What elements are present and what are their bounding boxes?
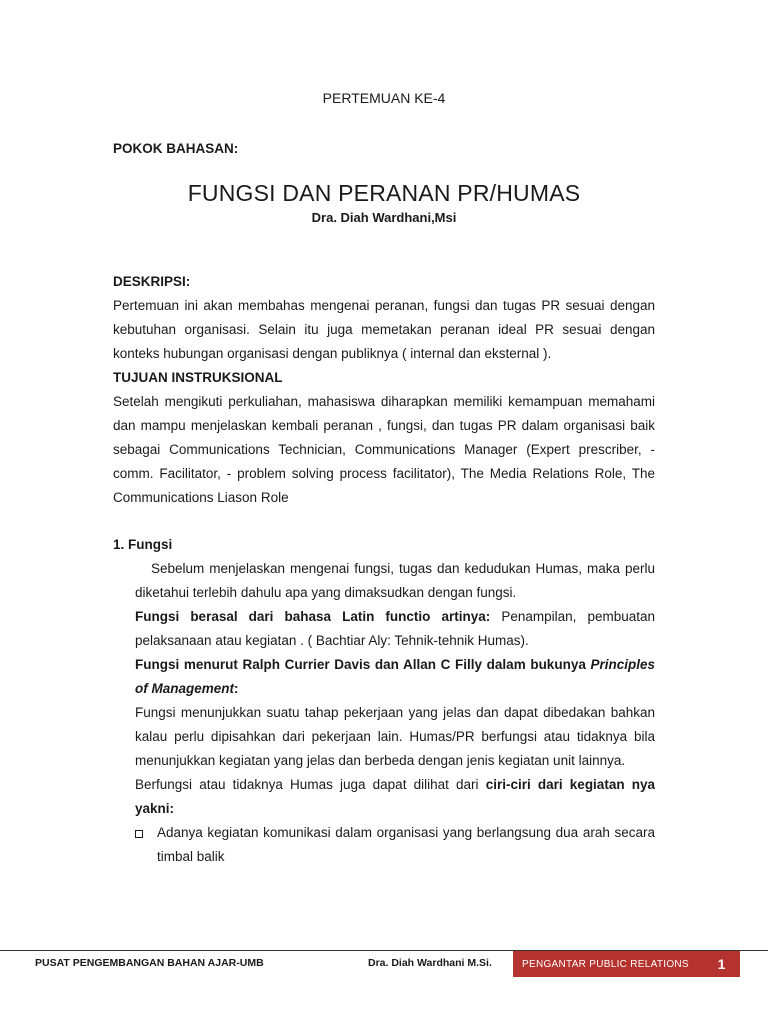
fungsi-book-title: Principles of Management [135, 657, 655, 696]
deskripsi-heading: DESKRIPSI: [113, 274, 191, 289]
fungsi-latin-paragraph [135, 605, 655, 653]
list-item [135, 821, 655, 869]
fungsi-definition: Fungsi menunjukkan suatu tahap pekerjaan yang jelas dan dapat dibedakan bahkan kalau perlu dipisahkan dari pekerjaan lain. Humas/PR berfungsi atau tidaknya bila menunjukkan kegiatan yang jelas dan berbeda dengan jenis kegiatan unit lainnya. [135, 705, 655, 768]
document-title: FUNGSI DAN PERANAN PR/HUMAS [187, 180, 581, 206]
deskripsi-section [113, 270, 655, 510]
fungsi-section [135, 557, 655, 821]
fungsi-davis-colon: : [234, 681, 239, 696]
fungsi-intro: Sebelum menjelaskan mengenai fungsi, tugas dan kedudukan Humas, maka perlu diketahui terlebih dahulu apa yang dimaksudkan dengan fungsi. [135, 561, 655, 600]
footer-institution: PUSAT PENGEMBANGAN BAHAN AJAR-UMB [35, 957, 264, 969]
fungsi-ciri-bold: ciri-ciri dari kegiatan nya yakni: [135, 777, 655, 816]
tujuan-heading: TUJUAN INSTRUKSIONAL [113, 370, 283, 385]
meeting-heading: PERTEMUAN KE-4 [322, 90, 446, 106]
fungsi-ciri-prefix: Berfungsi atau tidaknya Humas juga dapat dilihat dari [135, 777, 486, 792]
fungsi-latin-rest: Penampilan, pembuatan pelaksanaan atau kegiatan . ( Bachtiar Aly: Tehnik-tehnik Humas). [135, 609, 655, 648]
footer-author: Dra. Diah Wardhani M.Si. [368, 957, 492, 969]
pokok-bahasan-label: POKOK BAHASAN: [113, 141, 239, 156]
fungsi-heading: 1. Fungsi [113, 537, 173, 552]
fungsi-heading-wrap [113, 533, 655, 557]
deskripsi-body: Pertemuan ini akan membahas mengenai peranan, fungsi dan tugas PR sesuai dengan kebutuhan organisasi. Selain itu juga memetakan peranan ideal PR sesuai dengan konteks hubungan organisasi dengan publiknya ( internal dan eksternal ). [113, 298, 655, 361]
square-bullet-icon [135, 830, 143, 838]
list-item-text: Adanya kegiatan komunikasi dalam organisasi yang berlangsung dua arah secara timbal balik [157, 825, 655, 864]
author-name: Dra. Diah Wardhani,Msi [311, 210, 457, 225]
fungsi-davis-paragraph [135, 653, 655, 701]
page-number: 1 [703, 951, 740, 977]
footer-course-label: PENGANTAR PUBLIC RELATIONS [513, 951, 703, 977]
fungsi-davis-bold: Fungsi menurut Ralph Currier Davis dan Allan C Filly dalam bukunya [135, 657, 591, 672]
tujuan-body: Setelah mengikuti perkuliahan, mahasiswa diharapkan memiliki kemampuan memahami dan mampu menjelaskan kembali peranan , fungsi, dan tugas PR dalam organisasi baik sebagai Communications Technician, Communications Manager (Expert prescriber, - comm. Facilitator, - problem solving process facilitator), The Media Relations Role, The Communications Liason Role [113, 394, 655, 505]
fungsi-latin-bold: Fungsi berasal dari bahasa Latin functio artinya: [135, 609, 491, 624]
fungsi-ciri-paragraph [135, 773, 655, 821]
